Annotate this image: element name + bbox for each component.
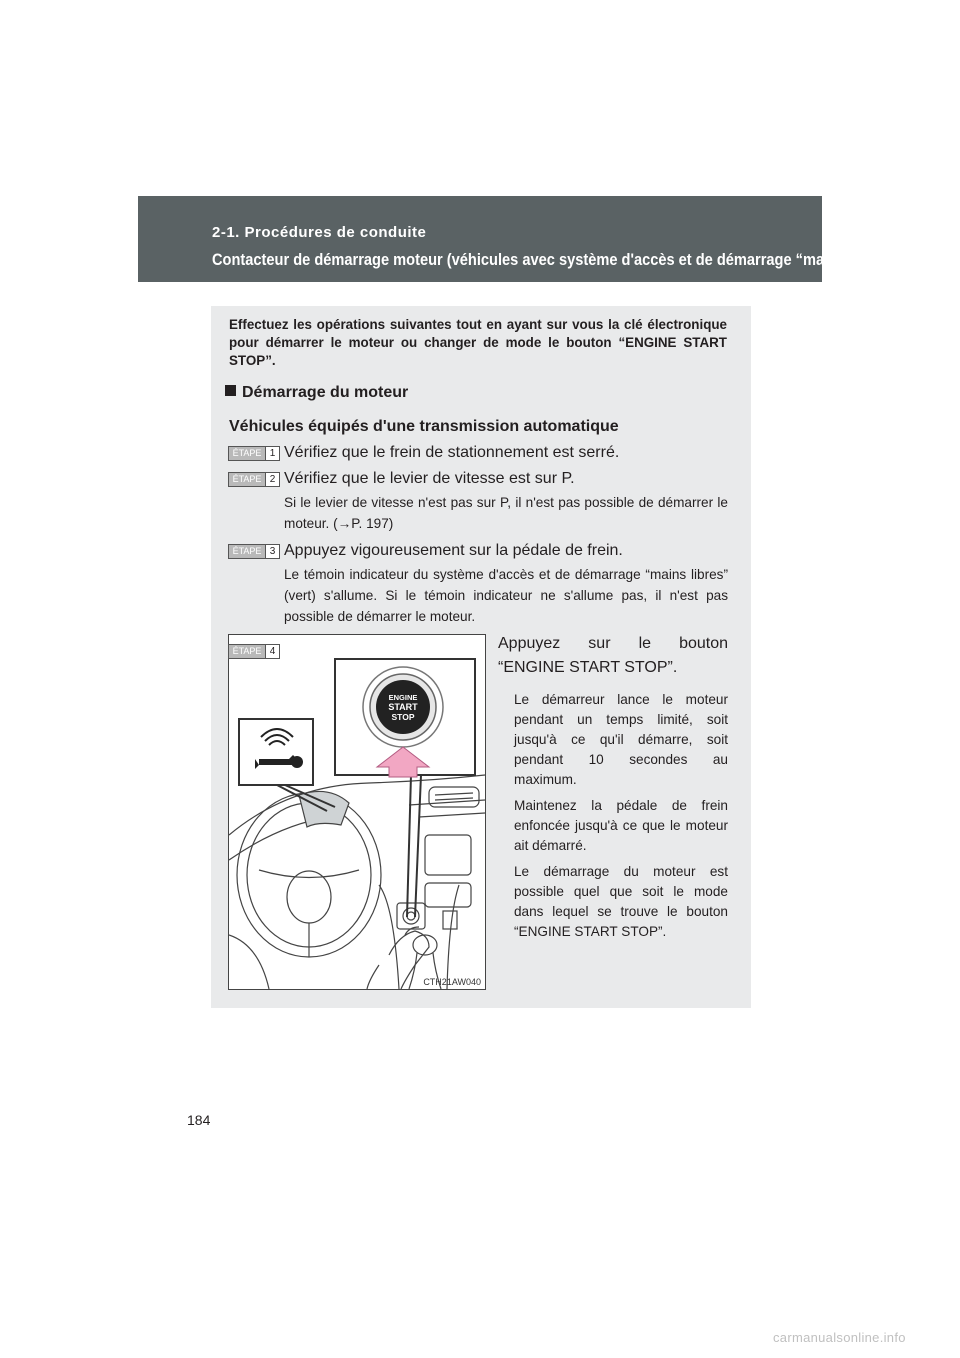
page-title: Contacteur de démarrage moteur (véhicules avec système d'accès et de démarrage “mains libres”) (212, 250, 901, 269)
page-number: 184 (187, 1112, 211, 1128)
step-badge-1 (228, 446, 280, 461)
step-number: 4 (265, 644, 280, 659)
step-4-note-3: Le démarrage du moteur est possible quel que soit le mode dans lequel se trouve le bouton “ENGINE START STOP”. (514, 864, 728, 939)
intro-paragraph: Effectuez les opérations suivantes tout en ayant sur vous la clé électronique pour démarrer le moteur ou changer de mode le bouton “ENGINE START STOP”. (229, 317, 727, 368)
step-badge-2 (228, 472, 280, 487)
step-label: ÉTAPE (228, 446, 265, 461)
subheading (225, 384, 408, 402)
square-bullet-icon (225, 385, 236, 396)
step-4-note-2: Maintenez la pédale de frein enfoncée jusqu'à ce que le moteur ait démarré. (514, 798, 728, 853)
chapter-header (138, 196, 901, 282)
step-3-text: Appuyez vigoureusement sur la pédale de frein. (284, 542, 623, 559)
dashboard-drawing (229, 635, 485, 989)
step-3-note: Le témoin indicateur du système d'accès et de démarrage “mains libres” (vert) s'allume. Si le témoin indicateur ne s'allume pas, il n'est pas possible de démarrer le moteur. (284, 567, 728, 624)
step-number: 2 (265, 472, 280, 487)
step-label: ÉTAPE (228, 644, 265, 659)
watermark: carmanualsonline.info (773, 1330, 906, 1345)
content-panel (211, 306, 751, 1008)
step-2-text: Vérifiez que le levier de vitesse est sur P. (284, 470, 575, 487)
step-badge-4 (228, 644, 280, 659)
button-line-3: STOP (391, 712, 415, 722)
step-1-text: Vérifiez que le frein de stationnement est serré. (284, 444, 620, 461)
step-4-text: Appuyez sur le bouton “ENGINE START STOP”. (498, 635, 728, 676)
subheading-text: Démarrage du moteur (242, 384, 409, 401)
engine-start-button-icon (363, 667, 443, 747)
button-line-1: ENGINE (388, 693, 418, 702)
step-number: 1 (265, 446, 280, 461)
step-2-note: Si le levier de vitesse n'est pas sur P, il n'est pas possible de démarrer le moteur. (→P. 197) (284, 495, 728, 531)
step-label: ÉTAPE (228, 544, 265, 559)
step-4-note-1: Le démarreur lance le moteur pendant un temps limité, soit jusqu'à ce qu'il démarre, soit pendant 10 secondes au maximum. (514, 692, 728, 787)
figure-code: CTH21AW040 (423, 977, 481, 987)
section-label: 2-1. Procédures de conduite (212, 224, 427, 241)
vehicle-type-heading: Véhicules équipés d'une transmission automatique (229, 418, 619, 435)
step-badge-3 (228, 544, 280, 559)
dashboard-illustration (228, 634, 486, 990)
button-line-2: START (388, 702, 418, 712)
step-label: ÉTAPE (228, 472, 265, 487)
step-number: 3 (265, 544, 280, 559)
